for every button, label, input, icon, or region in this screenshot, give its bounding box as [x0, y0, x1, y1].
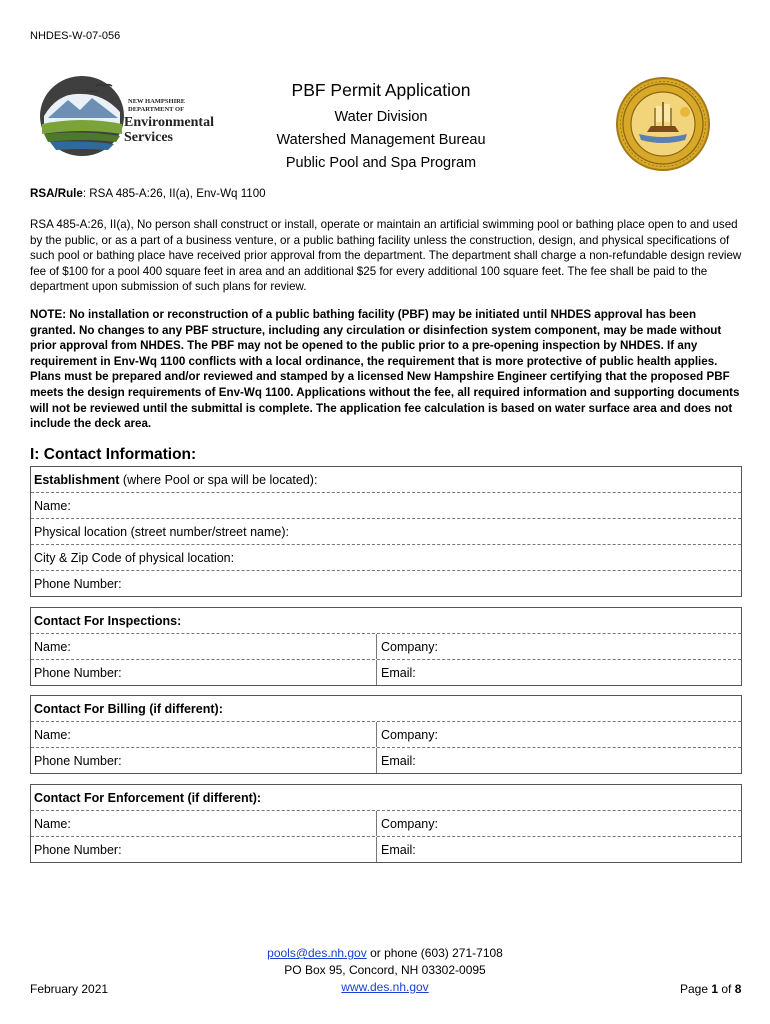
email-link[interactable]: pools@des.nh.gov [267, 946, 367, 960]
field-label: City & Zip Code of physical location: [34, 550, 235, 565]
rsa-rule-label: RSA/Rule [30, 187, 83, 200]
billing-company-field[interactable]: Company: [381, 727, 438, 742]
inspections-phone-field[interactable]: Phone Number: [31, 660, 377, 685]
field-label: Phone Number: [34, 576, 122, 591]
website-link[interactable]: www.des.nh.gov [341, 980, 429, 994]
enforcement-name-field[interactable]: Name: [31, 811, 377, 836]
enforcement-company-field[interactable]: Company: [381, 816, 438, 831]
rsa-rule-value: : RSA 485-A:26, II(a), Env-Wq 1100 [82, 187, 266, 200]
page-title: PBF Permit Application [291, 80, 471, 100]
billing-row-1 [31, 722, 741, 748]
billing-header: Contact For Billing (if different): [34, 701, 223, 716]
footer-contact [220, 945, 550, 996]
establishment-header: Establishment (where Pool or spa will be located): [34, 472, 318, 487]
enforcement-header: Contact For Enforcement (if different): [34, 790, 262, 805]
inspections-header: Contact For Inspections: [34, 613, 182, 628]
document-id: NHDES-W-07-056 [30, 30, 121, 42]
footer-phone: or phone (603) 271-7108 [366, 946, 503, 960]
establishment-table [30, 466, 742, 597]
establishment-name-field[interactable] [31, 493, 741, 519]
field-label: Name: [34, 498, 71, 513]
footer-date: February 2021 [30, 982, 109, 996]
rsa-body-paragraph: RSA 485-A:26, II(a), No person shall construct or install, operate or maintain an artificial swimming pool or bathing place open to and used by the public, or as a part of a business venture, or a public bathing facility unless the construction, design, and physical specifications of such pool or bathing place have received prior approval from the department. The department shall charge a non-refundable design review fee of $100 for a pool 400 square feet in area and an additional $25 for every additional 100 square feet. The fee shall be paid to the department upon submission of such plans for review. [30, 218, 742, 294]
enforcement-header-row [31, 785, 741, 811]
billing-contact-table [30, 695, 742, 774]
footer-email-line [220, 945, 550, 962]
nhdes-logo [38, 72, 214, 160]
enforcement-contact-table [30, 784, 742, 863]
billing-header-row [31, 696, 741, 722]
rsa-rule-line [30, 186, 742, 202]
subtitle-bureau: Watershed Management Bureau [276, 132, 486, 148]
section-heading-contact: I: Contact Information: [30, 446, 197, 463]
logo-line-2: DEPARTMENT OF [128, 106, 185, 113]
inspections-row-1 [31, 634, 741, 660]
inspections-name-field[interactable]: Name: [31, 634, 377, 659]
title-block [250, 80, 512, 175]
subtitle-division: Water Division [334, 109, 428, 125]
establishment-phone-field[interactable] [31, 571, 741, 596]
note-paragraph: NOTE: No installation or reconstruction of a public bathing facility (PBF) may be initiated until NHDES approval has been granted. No changes to any PBF structure, including any circulation or disinfection system component, may be made without prior approval from NHDES. The PBF may not be opened to the public prior to a pre-opening inspection by NHDES. If any requirement in Env-Wq 1100 conflicts with a local ordinance, the requirement that is more protective of public health applies. Plans must be prepared and/or reviewed and stamped by a licensed New Hampshire Engineer certifying that the proposed PBF meets the design requirements of Env-Wq 1100. Applications without the fee, all required information and supporting documents will not be reviewed until the submittal is complete. The application fee calculation is based on water surface area and does not include the deck area. [30, 308, 740, 431]
state-seal-icon [615, 76, 711, 172]
logo-line-4: Services [124, 130, 173, 145]
city-zip-field[interactable] [31, 545, 741, 571]
subtitle-program: Public Pool and Spa Program [285, 155, 477, 171]
inspections-company-field[interactable]: Company: [381, 639, 438, 654]
logo-line-1: NEW HAMPSHIRE [128, 98, 186, 105]
inspections-header-row [31, 608, 741, 634]
enforcement-email-field[interactable]: Email: [381, 842, 416, 857]
enforcement-phone-field[interactable]: Phone Number: [31, 837, 377, 862]
billing-row-2 [31, 748, 741, 773]
field-label: Physical location (street number/street name): [34, 524, 289, 539]
inspections-row-2 [31, 660, 741, 685]
physical-location-field[interactable] [31, 519, 741, 545]
billing-name-field[interactable]: Name: [31, 722, 377, 747]
enforcement-row-2 [31, 837, 741, 862]
inspections-email-field[interactable]: Email: [381, 665, 416, 680]
logo-line-3: Environmental [124, 115, 214, 130]
inspections-contact-table [30, 607, 742, 686]
page-number: Page 1 of 8 [680, 982, 742, 996]
footer-address: PO Box 95, Concord, NH 03302-0095 [284, 963, 486, 977]
establishment-header-row [31, 467, 741, 493]
enforcement-row-1 [31, 811, 741, 837]
billing-phone-field[interactable]: Phone Number: [31, 748, 377, 773]
billing-email-field[interactable]: Email: [381, 753, 416, 768]
